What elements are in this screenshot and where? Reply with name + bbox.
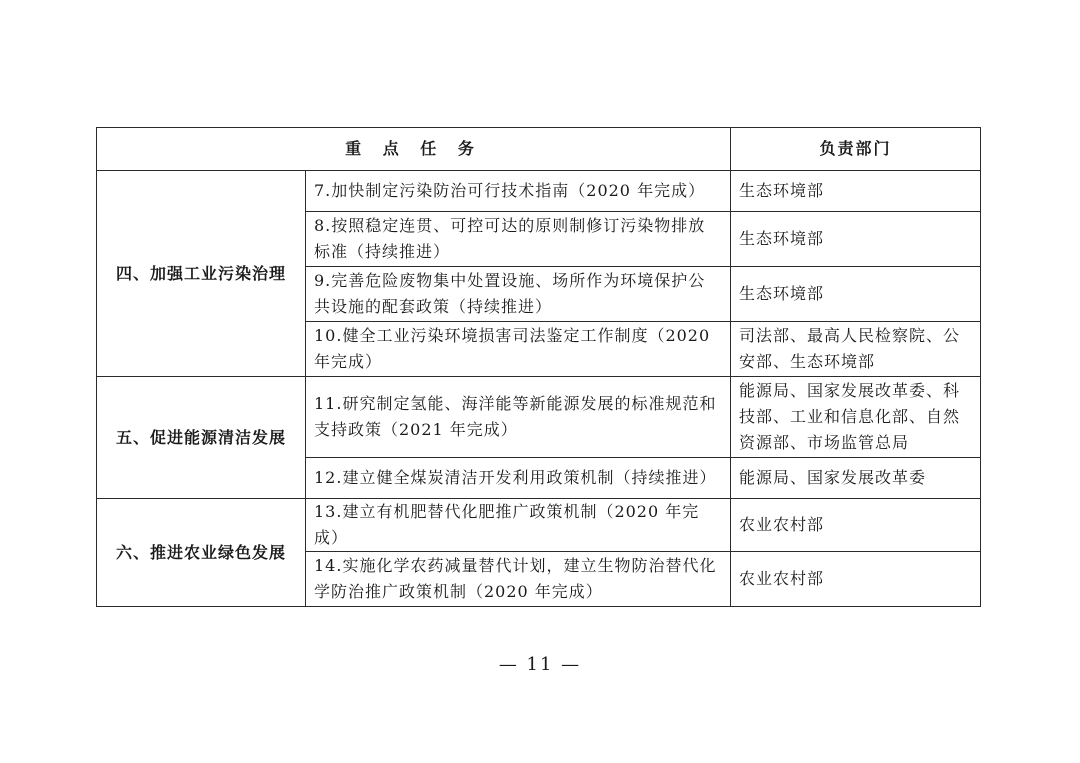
task-cell: 14.实施化学农药减量替代计划，建立生物防治替代化学防治推广政策机制（2020 年完成） [306,552,731,607]
page-number: — 11 — [498,654,582,675]
task-cell: 9.完善危险废物集中处置设施、场所作为环境保护公共设施的配套政策（持续推进） [306,267,731,322]
dept-column-header: 负责部门 [731,128,981,171]
task-cell: 11.研究制定氢能、海洋能等新能源发展的标准规范和支持政策（2021 年完成） [306,377,731,458]
dept-cell: 农业农村部 [731,552,981,607]
dept-cell: 生态环境部 [731,171,981,212]
table-header-row [97,128,981,171]
table-row [97,377,981,458]
task-column-header: 重 点 任 务 [97,128,731,171]
dept-cell: 能源局、国家发展改革委、科技部、工业和信息化部、自然资源部、市场监管总局 [731,377,981,458]
category-clean-energy: 五、促进能源清洁发展 [97,377,306,499]
table-row [97,171,981,212]
dept-cell: 农业农村部 [731,499,981,552]
dept-cell: 生态环境部 [731,212,981,267]
table-row [97,499,981,552]
task-cell: 10.健全工业污染环境损害司法鉴定工作制度（2020 年完成） [306,322,731,377]
policy-task-table [96,127,981,607]
category-industrial-pollution: 四、加强工业污染治理 [97,171,306,377]
dept-cell: 能源局、国家发展改革委 [731,458,981,499]
dept-cell: 生态环境部 [731,267,981,322]
task-cell: 7.加快制定污染防治可行技术指南（2020 年完成） [306,171,731,212]
dept-cell: 司法部、最高人民检察院、公安部、生态环境部 [731,322,981,377]
task-cell: 8.按照稳定连贯、可控可达的原则制修订污染物排放标准（持续推进） [306,212,731,267]
task-cell: 13.建立有机肥替代化肥推广政策机制（2020 年完成） [306,499,731,552]
task-cell: 12.建立健全煤炭清洁开发利用政策机制（持续推进） [306,458,731,499]
category-green-agriculture: 六、推进农业绿色发展 [97,499,306,607]
